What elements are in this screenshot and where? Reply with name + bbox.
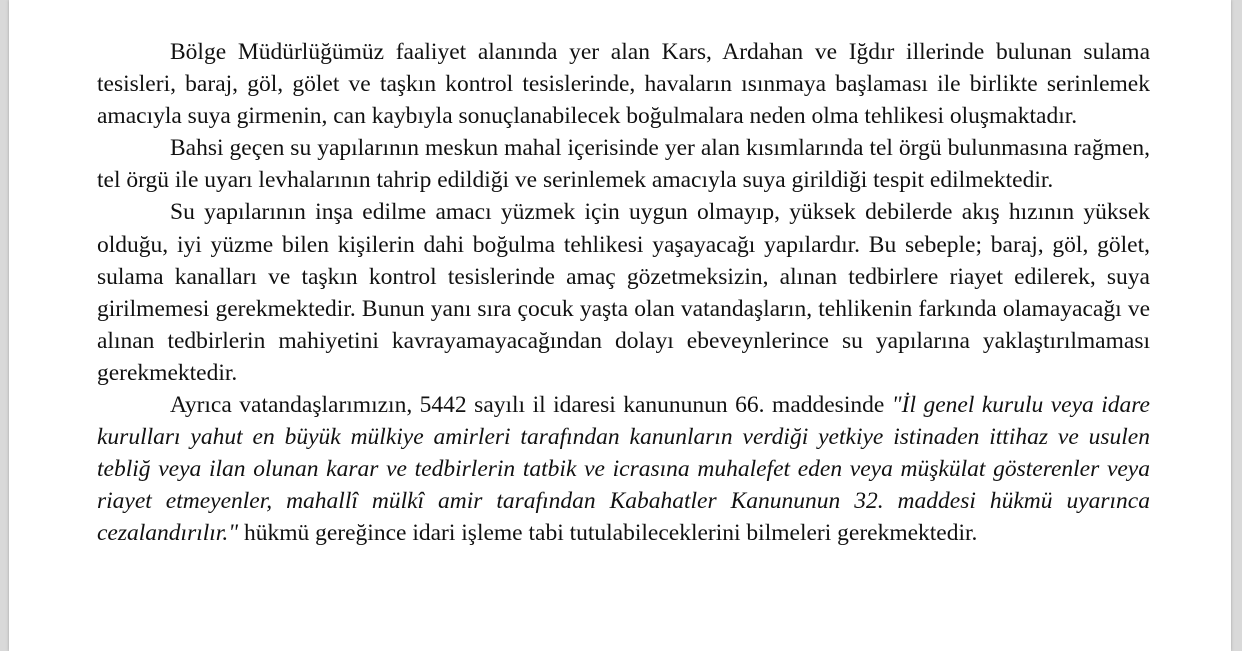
document-body [97, 36, 1150, 550]
paragraph-4-outro: hükmü gereğince idari işleme tabi tutulabileceklerini bilmeleri gerekmektedir. [238, 520, 978, 547]
paragraph-2: Bahsi geçen su yapılarının meskun mahal içerisinde yer alan kısımlarında tel örgü bulunmasına rağmen, tel örgü ile uyarı levhalarının tahrip edildiği ve serinlemek amacıyla suya girildiği tespit edilmektedir. [97, 135, 1150, 194]
paragraph-4 [97, 389, 1150, 549]
paragraph-1: Bölge Müdürlüğümüz faaliyet alanında yer alan Kars, Ardahan ve Iğdır illerinde bulunan sulama tesisleri, baraj, göl, gölet ve taşkın kontrol tesislerinde, havaların ısınmaya başlaması ile birlikte serinlemek amacıyla suya girmenin, can kaybıyla sonuçlanabilecek boğulmalara neden olma tehlikesi oluşmaktadır. [97, 39, 1150, 130]
paragraph-4-intro: Ayrıca vatandaşlarımızın, 5442 sayılı il idaresi kanununun 66. maddesinde [170, 392, 892, 419]
paragraph-3: Su yapılarının inşa edilme amacı yüzmek için uygun olmayıp, yüksek debilerde akış hızının yüksek olduğu, iyi yüzme bilen kişilerin dahi boğulma tehlikesi yaşayacağı yapılardır. Bu sebeple; baraj, göl, gölet, sulama kanalları ve taşkın kontrol tesislerinde amaç gözetmeksizin, alınan tedbirlere riayet edilerek, suya girilmemesi gerekmektedir. Bunun yanı sıra çocuk yaşta olan vatandaşların, tehlikenin farkında olamayacağı ve alınan tedbirlerin mahiyetini kavrayamayacağından dolayı ebeveynlerince su yapılarına yaklaştırılmaması gerekmektedir. [97, 199, 1150, 386]
law-quote: "İl genel kurulu veya idare kurulları yahut en büyük mülkiye amirleri tarafından kanunların verdiği yetkiye istinaden ittihaz ve usulen tebliğ veya ilan olunan karar ve tedbirlerin tatbik ve icrasına muhalefet eden veya müşkülat gösterenler veya riayet etmeyenler, mahallî mülkî amir tarafından Kabahatler Kanununun 32. maddesi hükmü uyarınca cezalandırılır." [97, 392, 1150, 547]
document-page [9, 0, 1231, 651]
